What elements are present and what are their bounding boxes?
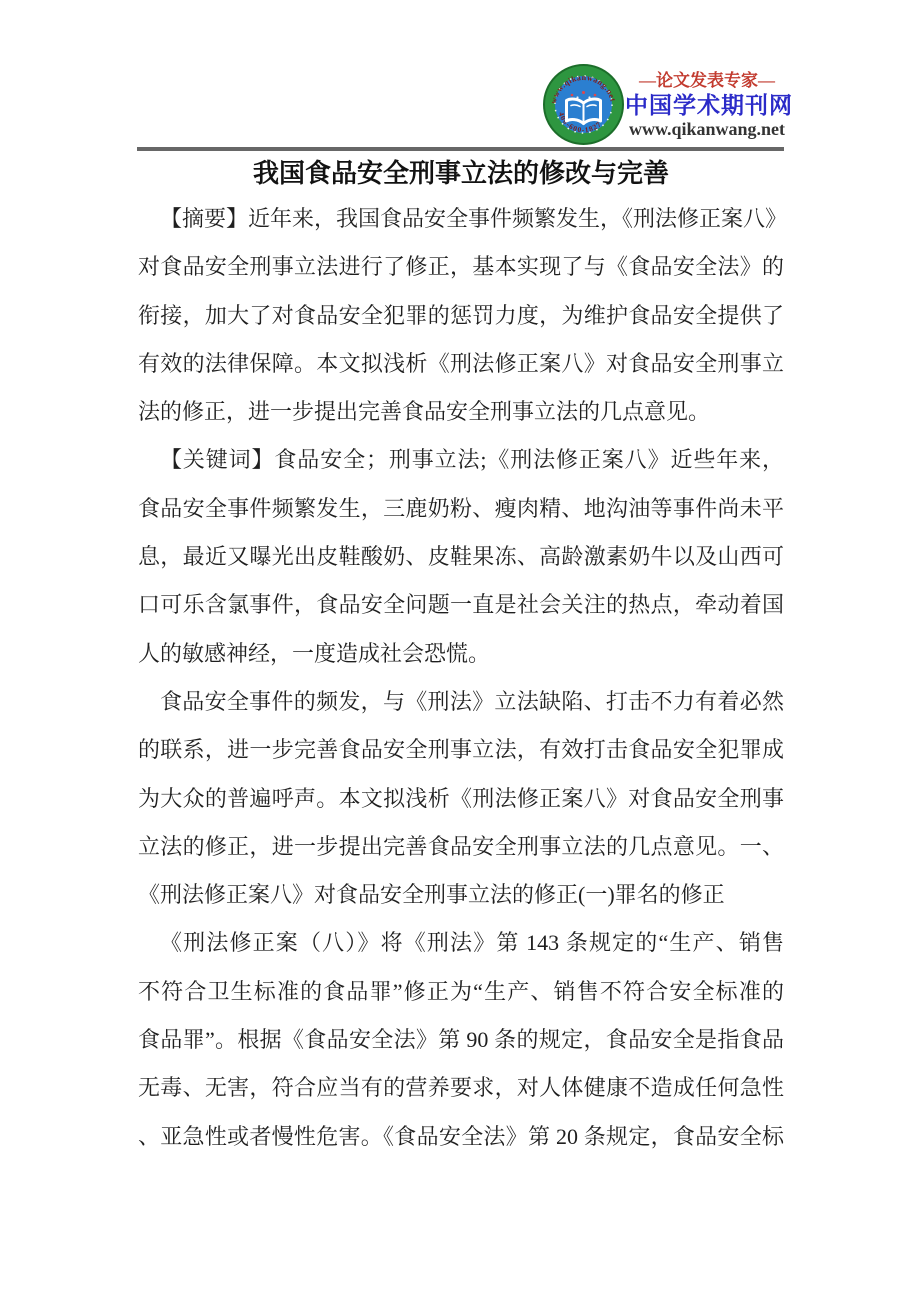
- text-line: 法的修正，进一步提出完善食品安全刑事立法的几点意见。: [138, 399, 711, 425]
- paragraph-section-one: [138, 919, 784, 1160]
- text-line: 衔接，加大了对食品安全犯罪的惩罚力度，为维护食品安全提供了: [138, 302, 784, 328]
- brand-url: www.qikanwang.net: [628, 119, 786, 139]
- logo-arc-text-bottom: 400-600-1827: [556, 110, 604, 135]
- header-divider: [137, 147, 784, 151]
- text-line: 的联系，进一步完善食品安全刑事立法，有效打击食品安全犯罪成: [138, 737, 784, 763]
- text-line: 口可乐含氯事件，食品安全问题一直是社会关注的热点，牵动着国: [138, 592, 784, 618]
- paragraph-abstract: [138, 195, 788, 436]
- text-line: 食品安全事件频繁发生，三鹿奶粉、瘦肉精、地沟油等事件尚未平: [138, 495, 784, 521]
- text-line: 息，最近又曝光出皮鞋酸奶、皮鞋果冻、高龄激素奶牛以及山西可: [138, 544, 784, 570]
- brand-tagline: —论文发表专家—: [639, 71, 775, 90]
- page-title: 我国食品安全刑事立法的修改与完善: [252, 159, 669, 188]
- text-line: 【关键词】食品安全；刑事立法;《刑法修正案八》近些年来，: [160, 447, 784, 473]
- brand-name: 中国学术期刊网: [625, 93, 793, 118]
- text-line: 人的敏感神经，一度造成社会恐慌。: [138, 640, 491, 666]
- text-line: 《刑法修正案（八）》将《刑法》第 143 条规定的“生产、销售: [160, 930, 784, 956]
- qikanwang-logo-icon: [543, 64, 624, 145]
- text-line: 有效的法律保障。本文拟浅析《刑法修正案八》对食品安全刑事立: [138, 350, 784, 376]
- paragraph-intro: [138, 678, 784, 919]
- logo-arc-text-top: www.qikanwang.net: [548, 72, 618, 105]
- paragraph-keywords: [138, 436, 784, 677]
- text-line: 立法的修正，进一步提出完善食品安全刑事立法的几点意见。一、: [138, 833, 784, 859]
- text-line: 无毒、无害，符合应当有的营养要求，对人体健康不造成任何急性: [138, 1075, 784, 1101]
- text-line: 《刑法修正案八》对食品安全刑事立法的修正(一)罪名的修正: [138, 882, 725, 908]
- text-line: 食品罪”。根据《食品安全法》第 90 条的规定，食品安全是指食品: [138, 1027, 784, 1053]
- logo-svg: [543, 64, 624, 145]
- text-line: 对食品安全刑事立法进行了修正，基本实现了与《食品安全法》的: [138, 254, 784, 280]
- text-line: 【摘要】近年来，我国食品安全事件频繁发生，《刑法修正案八》: [160, 206, 788, 231]
- text-line: 食品安全事件的频发，与《刑法》立法缺陷、打击不力有着必然: [160, 688, 784, 714]
- document-body: [138, 195, 788, 1161]
- text-line: 为大众的普遍呼声。本文拟浅析《刑法修正案八》对食品安全刑事: [138, 785, 784, 811]
- text-line: 不符合卫生标准的食品罪”修正为“生产、销售不符合安全标准的: [138, 978, 784, 1004]
- text-line: 、亚急性或者慢性危害。《食品安全法》第 20 条规定，食品安全标: [138, 1123, 784, 1149]
- brand-block: [625, 70, 793, 140]
